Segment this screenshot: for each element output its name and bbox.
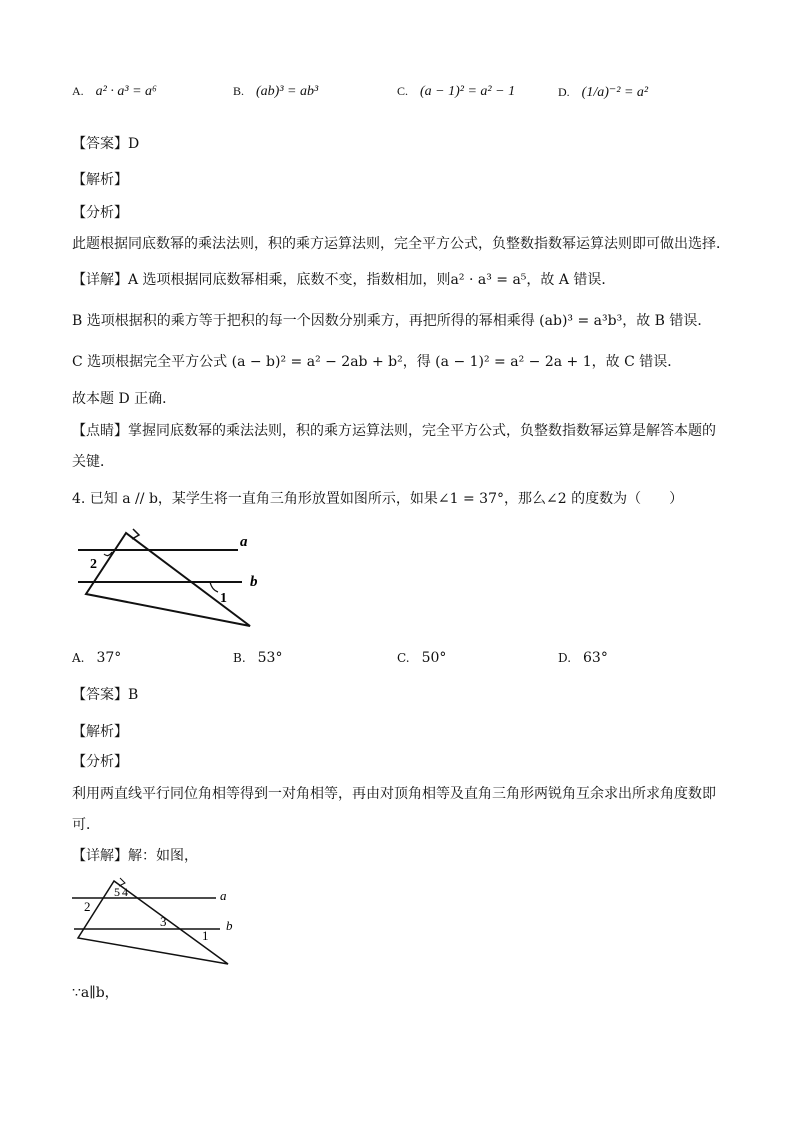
label-3: 3 — [160, 914, 167, 929]
label-angle-1: 1 — [220, 591, 227, 606]
q4-fenxi-label: 【分析】 — [72, 754, 128, 770]
q3-jiexi-label: 【解析】 — [72, 172, 128, 188]
q4-fenxi-1: 利用两直线平行同位角相等得到一对角相等，再由对顶角相等及直角三角形两锐角互余求出所求角度数即 — [72, 786, 716, 802]
q4-because: ∵a∥b， — [72, 985, 119, 1001]
q4-answer: 【答案】B — [72, 687, 139, 703]
label-angle-2: 2 — [90, 557, 97, 572]
angle-1-arc — [210, 582, 218, 592]
q3-xiangjie-b: B 选项根据积的乘方等于把积的每一个因数分别乘方，再把所得的幂相乘得 (ab)³ = a³b³，故 B 错误． — [72, 313, 712, 329]
q3-fenxi-label: 【分析】 — [72, 205, 128, 221]
q4-option-d: D. 63° — [558, 650, 608, 666]
q3-option-c: C. (a − 1)² = a² − 1 — [397, 84, 516, 99]
q3-fenxi-text: 此题根据同底数幂的乘法法则，积的乘方运算法则，完全平方公式，负整数指数幂运算法则即可做出选择． — [72, 236, 730, 252]
label-a: a — [240, 534, 248, 550]
q3-dianjing-1: 【点睛】掌握同底数幂的乘法法则，积的乘方运算法则，完全平方公式，负整数指数幂运算是解答本题的 — [72, 423, 716, 439]
q3-dianjing-2: 关键． — [72, 454, 114, 470]
label-a: a — [220, 888, 227, 903]
q4-option-b: B. 53° — [233, 650, 283, 666]
q3-option-d: D. (1/a)⁻² = a² — [558, 85, 649, 100]
q3-option-a: A. a² · a³ = a⁶ — [72, 84, 157, 99]
q4-option-a: A. 37° — [72, 650, 122, 666]
q3-xiangjie-c: C 选项根据完全平方公式 (a − b)² = a² − 2ab + b²，得 (a − 1)² = a² − 2a + 1，故 C 错误． — [72, 354, 682, 370]
q4-fenxi-2: 可． — [72, 817, 100, 833]
q4-jiexi-label: 【解析】 — [72, 724, 128, 740]
right-triangle — [78, 881, 228, 964]
label-4: 4 — [122, 885, 128, 899]
q3-option-b: B. (ab)³ = ab³ — [233, 84, 319, 99]
q4-option-c: C. 50° — [397, 650, 447, 666]
right-triangle — [86, 533, 250, 626]
q4-stem: 4. 已知 a // b，某学生将一直角三角形放置如图所示，如果∠1 = 37°，那么∠2 的度数为（ ） — [72, 491, 684, 507]
label-5: 5 — [114, 885, 120, 899]
q4-figure-2 — [70, 876, 250, 968]
q4-figure-1 — [70, 524, 270, 634]
q3-xiangjie-d: 故本题 D 正确． — [72, 391, 177, 407]
q4-xiangjie: 【详解】解：如图， — [72, 848, 198, 864]
label-b: b — [250, 574, 258, 590]
label-2: 2 — [84, 899, 91, 914]
q3-xiangjie-a: 【详解】A 选项根据同底数幂相乘，底数不变，指数相加，则a² · a³ = a⁵，故 A 错误． — [72, 272, 616, 288]
label-1: 1 — [202, 928, 209, 943]
q3-answer: 【答案】D — [72, 136, 140, 152]
label-b: b — [226, 918, 233, 933]
